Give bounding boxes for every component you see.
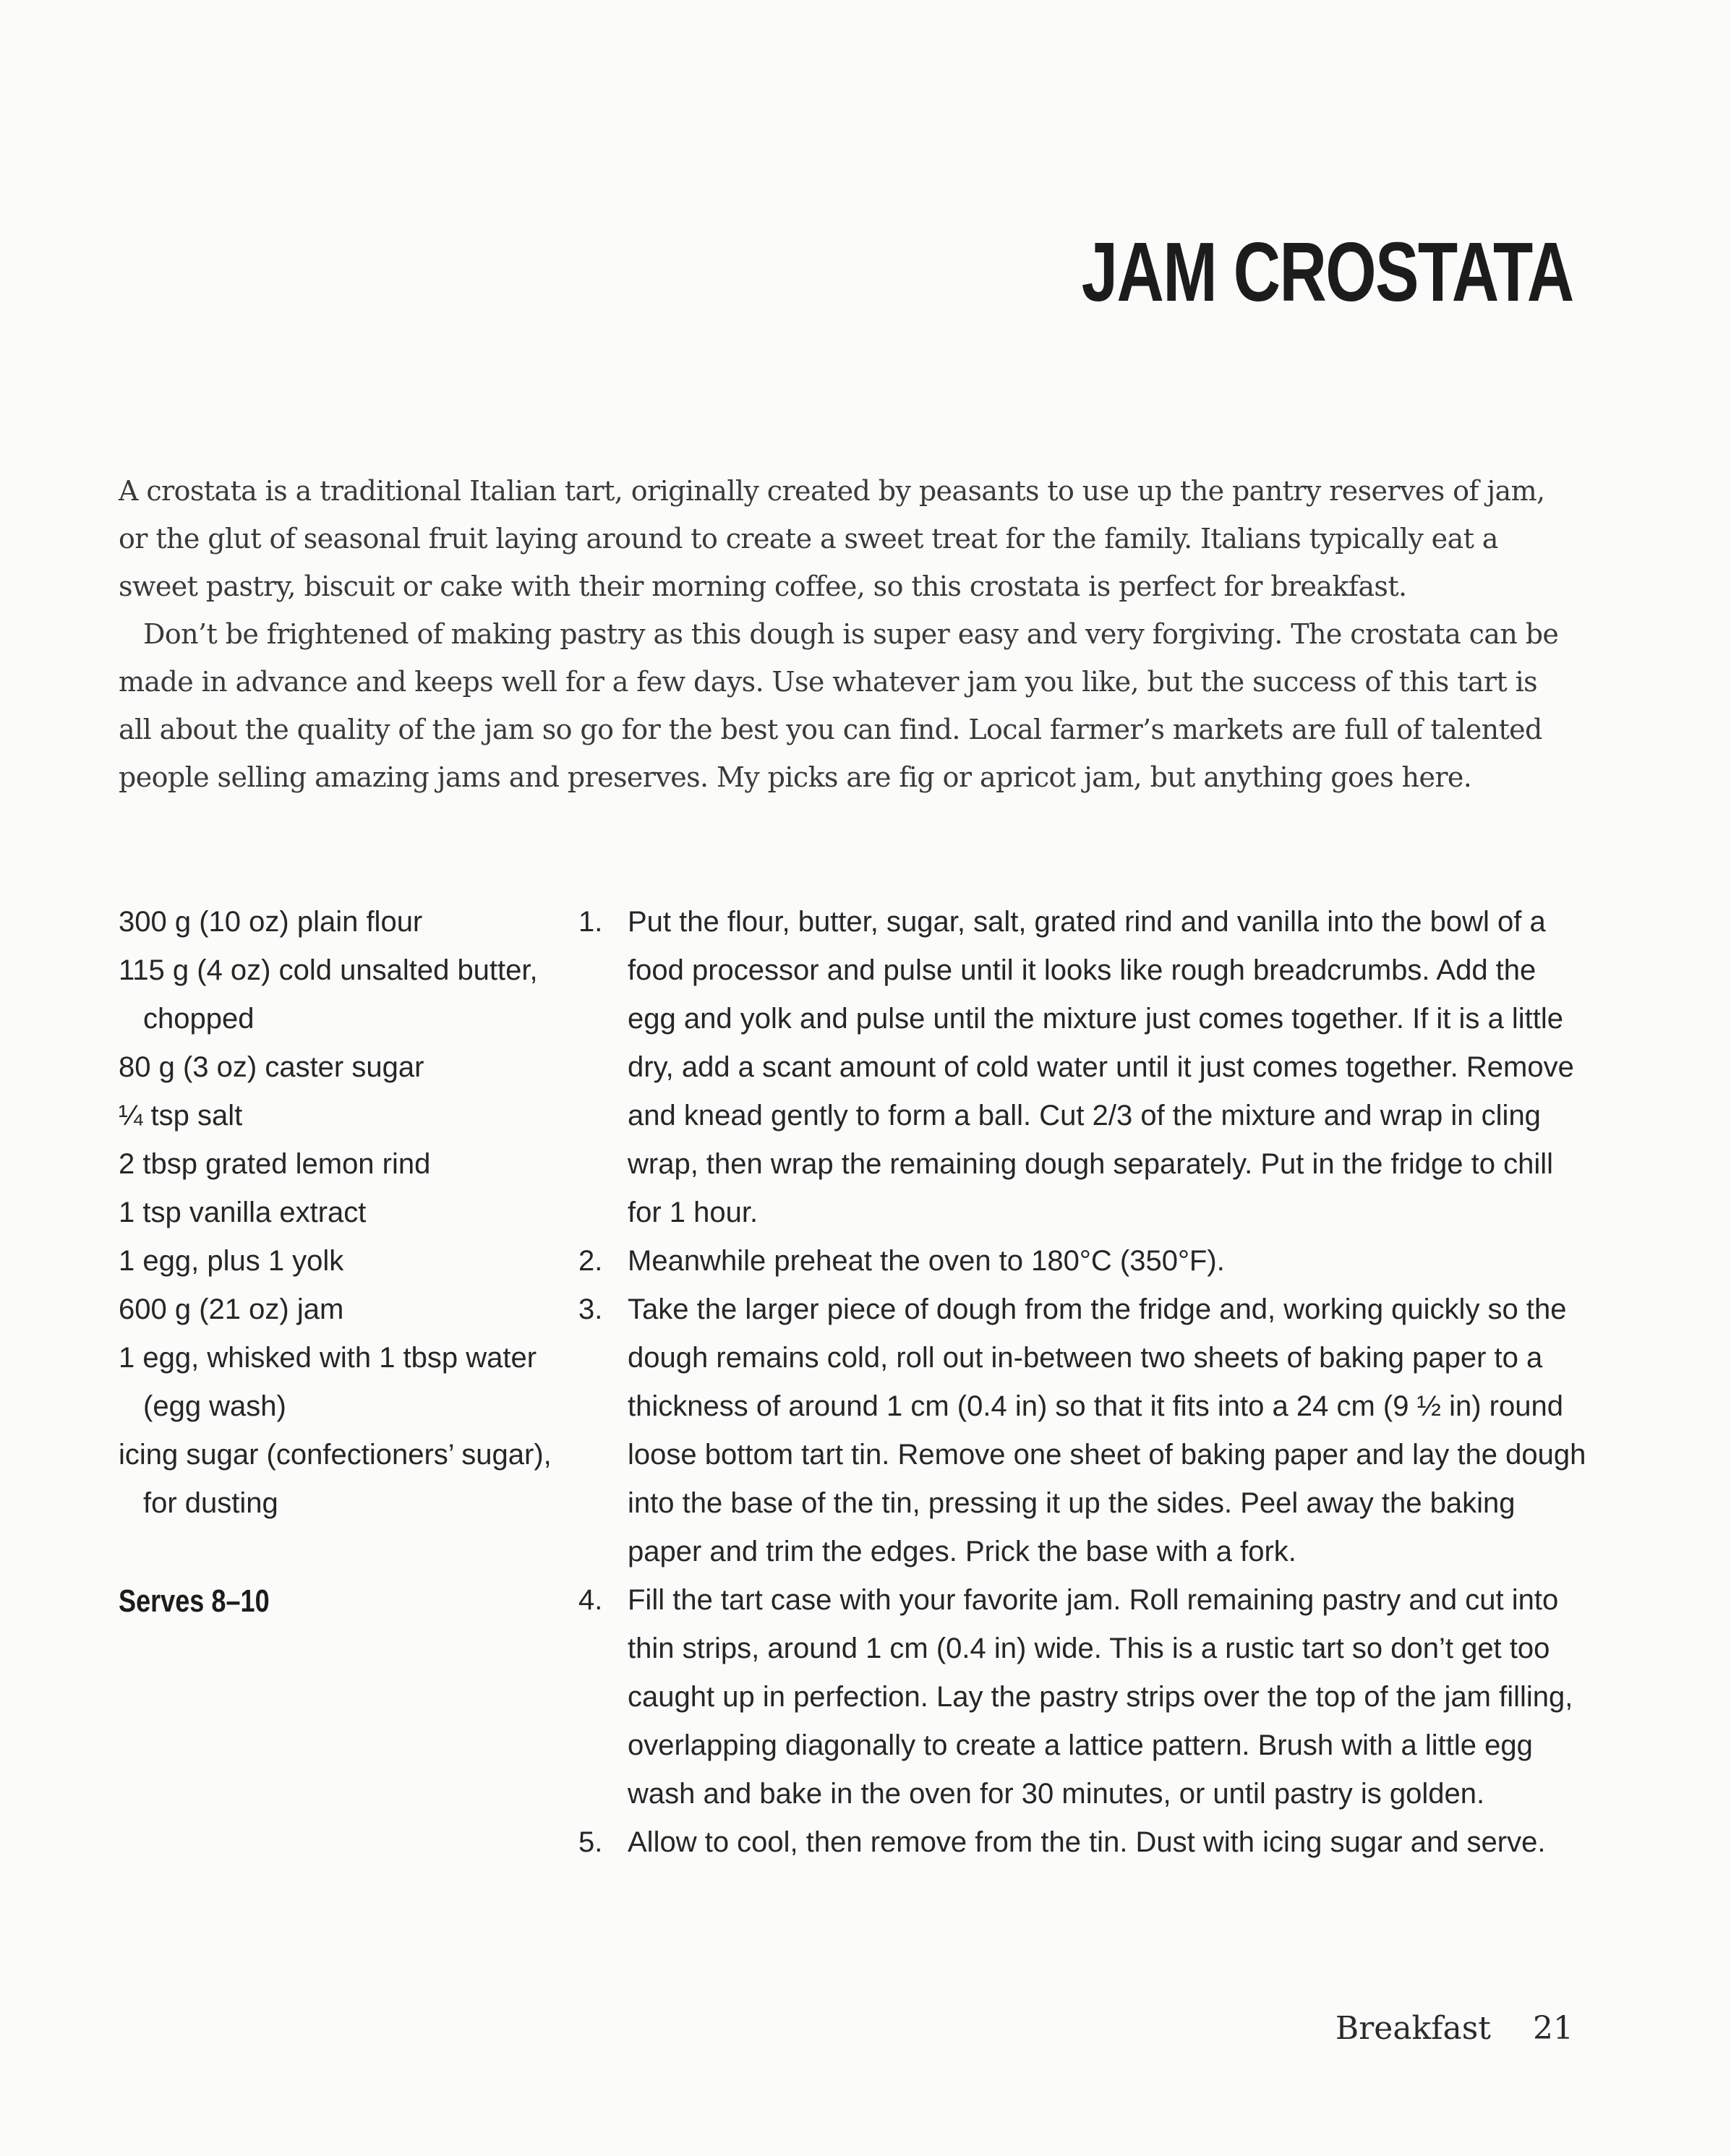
step-number: 5.: [578, 1826, 603, 1858]
method-step: [578, 1818, 1591, 1867]
ingredient-item: 600 g (21 oz) jam: [119, 1293, 344, 1325]
method-step: [578, 1286, 1591, 1576]
step-text: Take the larger piece of dough from the fridge and, working quickly so the dough remains cold, roll out in-between two sheets of baking paper to a thickness of around 1 cm (0.4 in) so that it fits into a 24 cm (9 ½ in) round loose bottom tart tin. Remove one sheet of baking paper and lay the dough into the base of the tin, pressing it up the sides. Peel away the baking paper and trim the edges. Prick the base with a fork.: [628, 1293, 1586, 1567]
intro-text: [119, 467, 1572, 801]
ingredient-item: icing sugar (confectioners’ sugar), for dusting: [119, 1439, 552, 1519]
page-number: 21: [1533, 2010, 1573, 2047]
intro-paragraph: Don’t be frightened of making pastry as this dough is super easy and very forgiving. The crostata can be made in advance and keeps well for a few days. Use whatever jam you like, but the success of this tart is all about the quality of the jam so go for the best you can find. Local farmer’s markets are full of talented people selling amazing jams and preserves. My picks are fig or apricot jam, but anything goes here.: [119, 618, 1559, 793]
ingredient-item: ¼ tsp salt: [119, 1100, 243, 1132]
section-name: Breakfast: [1335, 2010, 1491, 2047]
method-steps: [578, 898, 1591, 1867]
page-title: JAM CROSTATA: [1082, 225, 1573, 319]
ingredient-item: 80 g (3 oz) caster sugar: [119, 1051, 424, 1083]
intro-paragraph: A crostata is a traditional Italian tart, originally created by peasants to use up the pantry reserves of jam, or the glut of seasonal fruit laying around to create a sweet treat for the family. Italians typically eat a sweet pastry, biscuit or cake with their morning coffee, so this crostata is perfect for breakfast.: [119, 475, 1545, 602]
step-text: Meanwhile preheat the oven to 180°C (350°F).: [628, 1245, 1225, 1277]
step-number: 4.: [578, 1584, 603, 1616]
method-step: [578, 898, 1591, 1237]
method-step: [578, 1237, 1591, 1286]
step-number: 2.: [578, 1245, 603, 1277]
serves-label: Serves 8–10: [119, 1583, 270, 1619]
step-text: Put the flour, butter, sugar, salt, grated rind and vanilla into the bowl of a food processor and pulse until it looks like rough breadcrumbs. Add the egg and yolk and pulse until the mixture just comes together. If it is a little dry, add a scant amount of cold water until it just comes together. Remove and knead gently to form a ball. Cut 2/3 of the mixture and wrap in cling wrap, then wrap the remaining dough separately. Put in the fridge to chill for 1 hour.: [628, 906, 1574, 1228]
step-number: 3.: [578, 1293, 603, 1325]
step-text: Fill the tart case with your favorite jam. Roll remaining pastry and cut into thin strips, around 1 cm (0.4 in) wide. This is a rustic tart so don’t get too caught up in perfection. Lay the pastry strips over the top of the jam filling, overlapping diagonally to create a lattice pattern. Brush with a little egg wash and bake in the oven for 30 minutes, or until pastry is golden.: [628, 1584, 1573, 1810]
ingredient-item: 2 tbsp grated lemon rind: [119, 1148, 431, 1180]
ingredient-item: 1 egg, whisked with 1 tbsp water (egg wash): [119, 1342, 537, 1422]
ingredient-list: [119, 898, 567, 1528]
step-number: 1.: [578, 906, 603, 938]
ingredient-item: 115 g (4 oz) cold unsalted butter, chopped: [119, 954, 538, 1035]
method-step: [578, 1576, 1591, 1818]
ingredient-item: 1 tsp vanilla extract: [119, 1197, 367, 1228]
step-text: Allow to cool, then remove from the tin. Dust with icing sugar and serve.: [628, 1826, 1546, 1858]
ingredient-item: 300 g (10 oz) plain flour: [119, 906, 423, 938]
page-footer: [1335, 2010, 1573, 2047]
ingredient-item: 1 egg, plus 1 yolk: [119, 1245, 344, 1277]
